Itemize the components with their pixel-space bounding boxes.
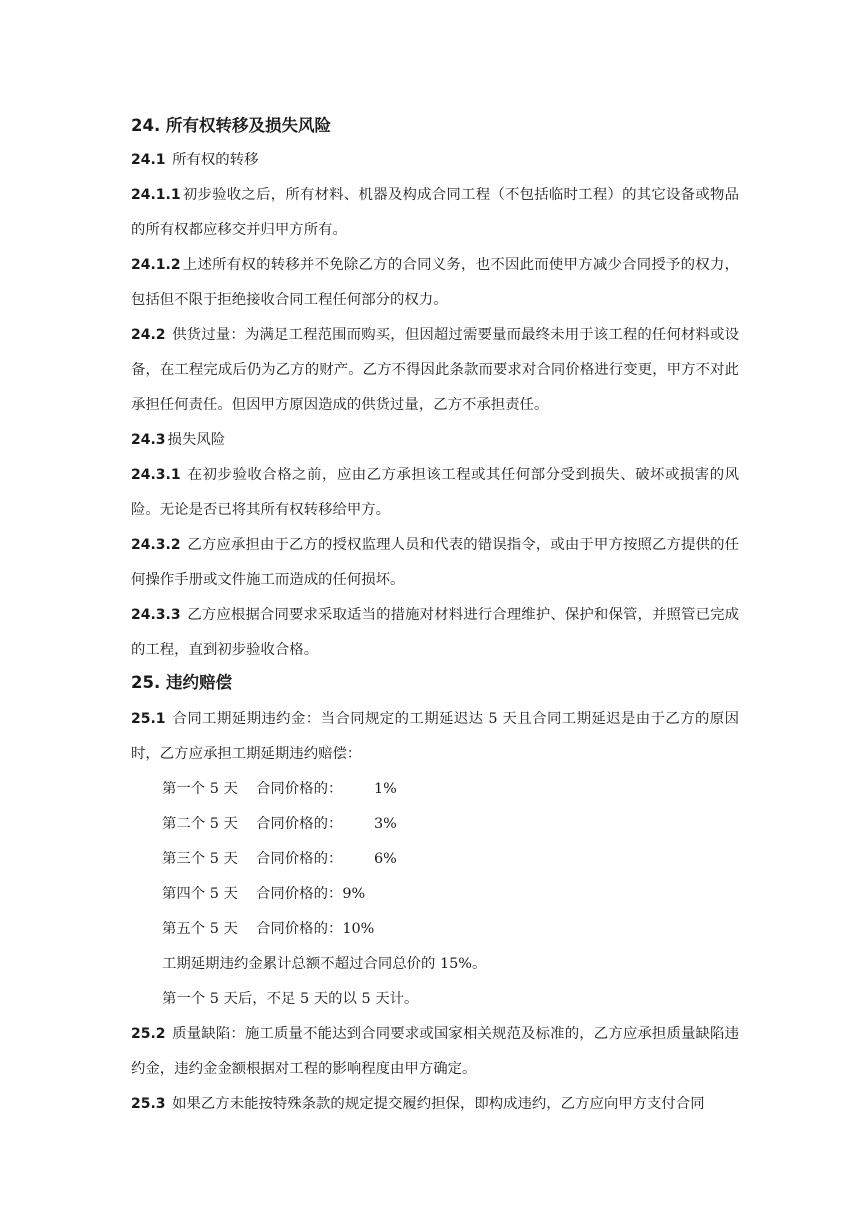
clause-number: 24.2: [131, 327, 166, 343]
rate-value: 1%: [374, 781, 397, 797]
rate-value: 9%: [342, 886, 366, 902]
rate-period: 第四个 5 天: [162, 886, 238, 902]
penalty-rounding-note: 第一个 5 天后，不足 5 天的以 5 天计。: [162, 991, 419, 1007]
document-page: [131, 113, 739, 1122]
clause-text: 质量缺陷：施工质量不能达到合同要求或国家相关规范及标准的，乙方应承担质量缺陷违约金，违约金金额根据对工程的影响程度由甲方确定。: [131, 1026, 739, 1077]
clause-number: 24.3.3: [131, 607, 181, 623]
penalty-cap-note: 工期延期违约金累计总额不超过合同总价的 15%。: [162, 956, 487, 972]
rate-period: 第五个 5 天: [162, 921, 238, 937]
clause-25-1: [131, 702, 739, 772]
clause-number: 24.1.1: [131, 187, 181, 203]
clause-text: 乙方应承担由于乙方的授权监理人员和代表的错误指令，或由于甲方按照乙方提供的任何操作手册或文件施工而造成的任何损坏。: [131, 537, 739, 588]
clause-number: 24.3.1: [131, 467, 181, 483]
penalty-rate-row: [131, 807, 739, 842]
rate-period: 第二个 5 天: [162, 816, 238, 832]
rate-value: 6%: [374, 851, 397, 867]
clause-text: 乙方应根据合同要求采取适当的措施对材料进行合理维护、保护和保管，并照管已完成的工程，直到初步验收合格。: [131, 607, 739, 658]
penalty-rate-row: [131, 842, 739, 877]
clause-text: 如果乙方未能按特殊条款的规定提交履约担保，即构成违约，乙方应向甲方支付合同: [172, 1096, 705, 1112]
clause-text: 合同工期延期违约金：当合同规定的工期延迟达 5 天且合同工期延迟是由于乙方的原因时，乙方应承担工期延期违约赔偿：: [131, 711, 740, 762]
section-heading-25: 25. 违约赔偿: [131, 673, 232, 692]
penalty-rate-list: [131, 772, 739, 947]
rate-label: 合同价格的：: [256, 921, 343, 937]
clause-text: 初步验收之后，所有材料、机器及构成合同工程（不包括临时工程）的其它设备或物品的所有权都应移交并归甲方所有。: [131, 187, 739, 238]
clause-number: 24.3.2: [131, 537, 181, 553]
rate-value: 10%: [342, 921, 375, 937]
clause-number: 25.1: [131, 711, 166, 727]
rate-label: 合同价格的：: [256, 781, 343, 797]
clause-text: 在初步验收合格之前，应由乙方承担该工程或其任何部分受到损失、破坏或损害的风险。无论是否已将其所有权转移给甲方。: [131, 467, 739, 518]
rate-label: 合同价格的：: [256, 816, 343, 832]
rate-label: 合同价格的：: [256, 886, 343, 902]
clause-24-3-3: [131, 598, 739, 668]
clause-24-3: [131, 423, 739, 458]
clause-text: 上述所有权的转移并不免除乙方的合同义务，也不因此而使甲方减少合同授予的权力，包括但不限于拒绝接收合同工程任何部分的权力。: [131, 257, 739, 308]
clause-24-1: [131, 143, 739, 178]
clause-number: 25.3: [131, 1096, 166, 1112]
clause-number: 25.2: [131, 1026, 166, 1042]
clause-25-3: [131, 1087, 739, 1122]
penalty-rate-row: [131, 772, 739, 807]
clause-24-3-2: [131, 528, 739, 598]
clause-24-3-1: [131, 458, 739, 528]
clause-24-1-1: [131, 178, 739, 248]
clause-text: 供货过量：为满足工程范围而购买，但因超过需要量而最终未用于该工程的任何材料或设备，在工程完成后仍为乙方的财产。乙方不得因此条款而要求对合同价格进行变更，甲方不对此承担任何责任。但因甲方原因造成的供货过量，乙方不承担责任。: [131, 327, 739, 413]
clause-text: 所有权的转移: [172, 152, 259, 168]
clause-25-2: [131, 1017, 739, 1087]
clause-number: 24.1: [131, 152, 166, 168]
rate-label: 合同价格的：: [256, 851, 343, 867]
penalty-rate-row: [131, 877, 739, 912]
clause-text: 损失风险: [167, 432, 226, 448]
clause-number: 24.3: [131, 432, 166, 448]
penalty-rate-row: [131, 912, 739, 947]
rate-value: 3%: [374, 816, 397, 832]
section-heading-24: 24. 所有权转移及损失风险: [131, 116, 331, 135]
clause-number: 24.1.2: [131, 257, 181, 273]
rate-period: 第一个 5 天: [162, 781, 238, 797]
rate-period: 第三个 5 天: [162, 851, 238, 867]
clause-24-2: [131, 318, 739, 423]
clause-24-1-2: [131, 248, 739, 318]
